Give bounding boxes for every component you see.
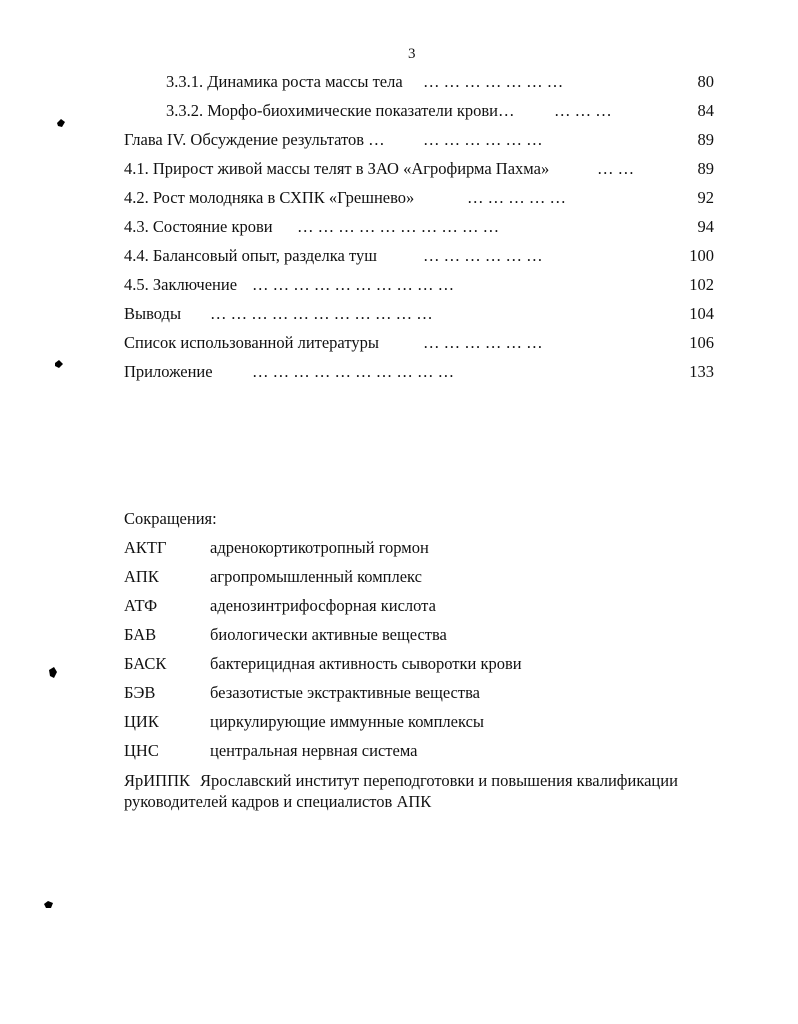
toc-entry-leader: … … … … … … … … … … …: [210, 304, 433, 323]
toc-entry-leader: … … … … … …: [423, 130, 543, 149]
toc-entry-leader: … … … … …: [467, 188, 566, 207]
toc-entry-page: 100: [689, 246, 714, 265]
toc-entry-leader: … … … … … … …: [423, 72, 564, 91]
toc-entry: [0, 275, 798, 299]
abbreviation-row: [124, 625, 724, 649]
toc-entry-leader: … … …: [554, 101, 612, 120]
abbreviation-definition: бактерицидная активность сыворотки крови: [210, 654, 522, 673]
abbreviation-row: [124, 567, 724, 591]
abbreviations-heading: Сокращения:: [124, 509, 217, 528]
toc-entry: [0, 246, 798, 270]
toc-entry-page: 80: [697, 72, 714, 91]
toc-entry: [0, 217, 798, 241]
abbreviation-term: АКТГ: [124, 538, 167, 557]
toc-entry-title: 4.2. Рост молодняка в СХПК «Грешнево»: [124, 188, 415, 207]
toc-entry: [0, 304, 798, 328]
toc-entry: [0, 72, 798, 96]
toc-entry-page: 94: [697, 217, 714, 236]
abbreviation-row: [124, 741, 724, 765]
toc-entry-page: 89: [697, 130, 714, 149]
page-number: 3: [408, 46, 416, 62]
scan-mark-icon: [53, 358, 65, 370]
toc-entry: [0, 188, 798, 212]
abbreviation-term: БЭВ: [124, 683, 156, 702]
toc-entry: [0, 333, 798, 357]
toc-entry-title: Глава IV. Обсуждение результатов …: [124, 130, 385, 149]
toc-entry-title: Приложение: [124, 362, 213, 381]
toc-entry-leader: … … … … … …: [423, 246, 543, 265]
toc-entry: [0, 101, 798, 125]
abbreviation-term: ЦИК: [124, 712, 159, 731]
toc-entry-title: 4.1. Прирост живой массы телят в ЗАО «Агрофирма Пахма»: [124, 159, 550, 178]
toc-entry-title: 3.3.2. Морфо-биохимические показатели крови…: [166, 101, 515, 120]
toc-entry-page: 106: [689, 333, 714, 352]
toc-entry-page: 89: [697, 159, 714, 178]
abbreviation-row: [124, 538, 724, 562]
abbreviation-term: ЯрИППК: [124, 771, 191, 790]
abbreviation-definition: безазотистые экстрактивные вещества: [210, 683, 480, 702]
abbreviation-definition: агропромышленный комплекс: [210, 567, 422, 586]
abbreviation-term: БАВ: [124, 625, 157, 644]
toc-entry-page: 102: [689, 275, 714, 294]
toc-entry-leader: … … … … … … … … … …: [252, 275, 455, 294]
toc-entry-leader: … … … … … … … … … …: [297, 217, 500, 236]
toc-entry-title: 4.5. Заключение: [124, 275, 238, 294]
toc-entry-page: 104: [689, 304, 714, 323]
abbreviation-row: [124, 654, 724, 678]
toc-entry-title: 4.3. Состояние крови: [124, 217, 273, 236]
toc-entry: [0, 159, 798, 183]
toc-entry-leader: … … … … … …: [423, 333, 543, 352]
scan-mark-icon: [55, 117, 67, 129]
abbreviation-definition: биологически активные вещества: [210, 625, 447, 644]
toc-entry-page: 133: [689, 362, 714, 381]
abbreviation-term: ЦНС: [124, 741, 159, 760]
abbreviation-term: АПК: [124, 567, 159, 586]
toc-entry-page: 84: [697, 101, 714, 120]
toc-entry: [0, 130, 798, 154]
abbreviation-row: [124, 596, 724, 620]
toc-entry-title: 4.4. Балансовый опыт, разделка туш: [124, 246, 377, 265]
toc-entry-title: Список использованной литературы: [124, 333, 379, 352]
toc-entry-title: 3.3.1. Динамика роста массы тела: [166, 72, 403, 91]
toc-entry-page: 92: [697, 188, 714, 207]
abbreviation-row: [124, 712, 724, 736]
abbreviation-term: БАСК: [124, 654, 167, 673]
abbreviation-definition: центральная нервная система: [210, 741, 418, 760]
abbreviation-definition: циркулирующие иммунные комплексы: [210, 712, 484, 731]
abbreviation-definition: Ярославский институт переподготовки и повышения квалификации руководителей кадров и специалистов АПК: [124, 771, 678, 811]
scan-mark-icon: [43, 899, 55, 911]
scan-mark-icon: [47, 666, 59, 680]
toc-entry-leader: … …: [597, 159, 635, 178]
abbreviation-row-long: [124, 770, 724, 812]
abbreviation-definition: адренокортикотропный гормон: [210, 538, 429, 557]
toc-entry: [0, 362, 798, 386]
abbreviation-definition: аденозинтрифосфорная кислота: [210, 596, 436, 615]
toc-entry-title: Выводы: [124, 304, 182, 323]
toc-entry-leader: … … … … … … … … … …: [252, 362, 455, 381]
abbreviation-term: АТФ: [124, 596, 158, 615]
abbreviation-row: [124, 683, 724, 707]
